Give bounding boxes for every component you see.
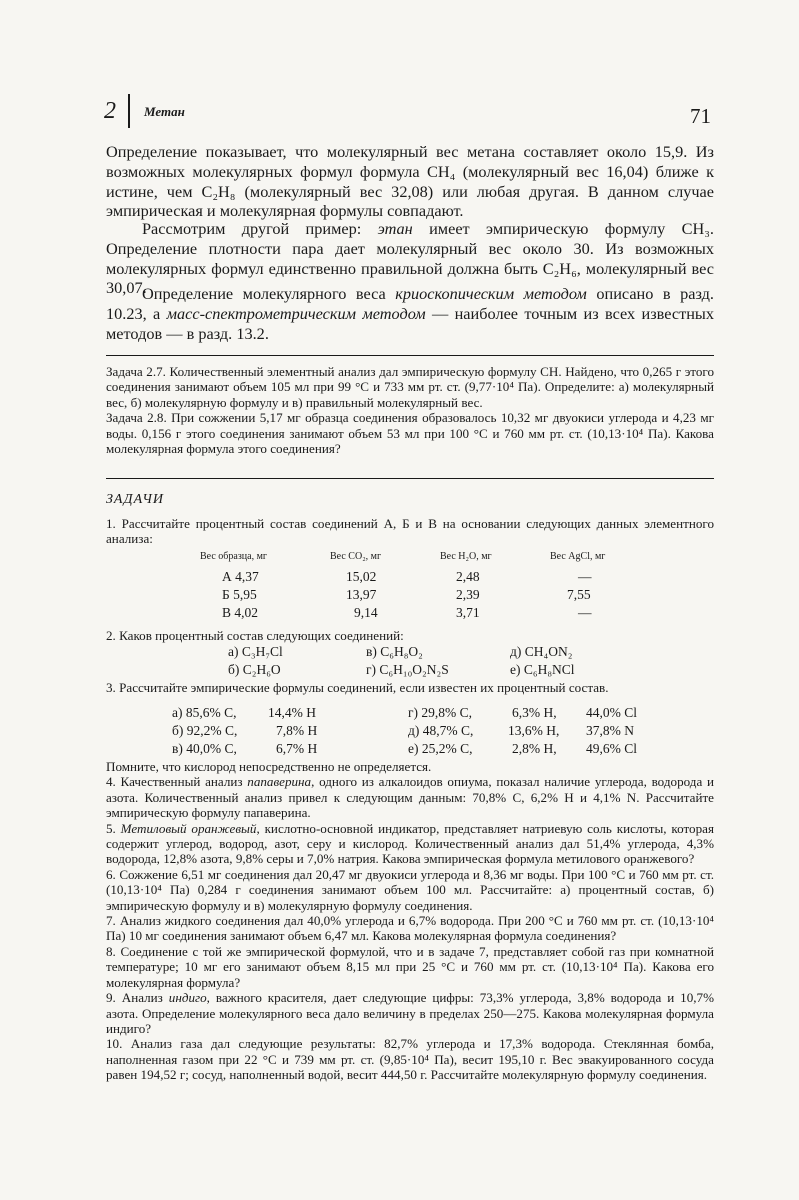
- col-header-co2: Вес CO₂, мг: [330, 551, 382, 562]
- table-cell: А 4,37: [222, 569, 259, 584]
- header-divider: [128, 94, 130, 128]
- table-cell: 2,39: [456, 587, 480, 602]
- tasks-4-to-10: [106, 759, 714, 1083]
- task-9: 9. Анализ индиго, важного красителя, дает следующие цифры: 73,3% углерода, 3,8% водорода и 10,7% азота. Определение молекулярного веса дало величину в пределах 250—275. Какова молекулярная формула индиго?: [106, 990, 714, 1036]
- composition-cell: е) 25,2% C,: [408, 741, 473, 756]
- task-3-note: Помните, что кислород непосредственно не определяется.: [106, 759, 432, 774]
- composition-cell: б) 92,2% C,: [172, 723, 238, 738]
- problem-2-8: Задача 2.8. При сожжении 5,17 мг образца соединения образовалось 10,32 мг двуокиси углерода и 4,23 мг воды. 0,156 г этого соединения занимают объем 53 мл при 100 °C и 760 мм рт. ст. (10,13·10⁴ Па). Какова молекулярная формула этого соединения?: [106, 410, 714, 457]
- composition-cell: 49,6% Cl: [586, 741, 638, 756]
- table-cell: —: [578, 605, 592, 620]
- task-2-text: 2. Каков процентный состав следующих соединений:: [106, 628, 404, 643]
- task-1-text: 1. Рассчитайте процентный состав соединений А, Б и В на основании следующих данных элементного анализа:: [106, 516, 714, 547]
- task-8: 8. Соединение с той же эмпирической формулой, что и в задаче 7, представляет собой газ при комнатной температуре; 10 мг его занимают объем 8,15 мл при 25 °C и 760 мм рт. ст. (10,13·10⁴ Па). Какова его молекулярная формула?: [106, 943, 714, 990]
- task-3-text: 3. Рассчитайте эмпирические формулы соединений, если известен их процентный состав.: [106, 680, 609, 695]
- composition-cell: в) 40,0% C,: [172, 741, 237, 756]
- problem-2-7: Задача 2.7. Количественный элементный анализ дал эмпирическую формулу CH. Найдено, что 0,265 г этого соединения занимают объем 105 мл при 99 °C и 733 мм рт. ст. (9,77·10⁴ Па). Определите: а) молекулярный вес, б) молекулярную формулу и в) правильный молекулярный вес.: [106, 364, 714, 410]
- task-7: 7. Анализ жидкого соединения дал 40,0% углерода и 6,7% водорода. При 200 °C и 760 мм рт. ст. (10,13·10⁴ Па) 10 мг соединения занимают объем 6,47 мл. Какова молекулярная формула соединения?: [106, 913, 714, 944]
- task-3: [106, 680, 714, 695]
- box-top-rule: [106, 355, 714, 356]
- tasks-heading: ЗАДАЧИ: [106, 492, 165, 507]
- task-4: 4. Качественный анализ папаверина, одного из алкалоидов опиума, показал наличие углерода, водорода и азота. Количественный анализ привел к следующим данным: 70,8% C, 6,2% H и 4,1% N. Рассчитайте эмпирическую формулу папаверина.: [106, 774, 714, 821]
- formula-item: г) C₆H₁₀O₂N₂S: [366, 662, 449, 677]
- box-bottom-rule: [106, 478, 714, 479]
- problem-box: [106, 364, 714, 456]
- paragraph-3-mid: описано в разд. 10.23, а: [106, 284, 714, 323]
- page-number: 71: [690, 104, 711, 128]
- paragraph-2-lead: Рассмотрим другой пример:: [142, 219, 378, 238]
- col-header-agcl: Вес AgCl, мг: [550, 551, 606, 562]
- composition-cell: д) 48,7% C,: [408, 723, 474, 738]
- indigo-term: индиго: [168, 990, 207, 1006]
- composition-cell: 6,7% H: [276, 741, 318, 756]
- composition-cell: 2,8% H,: [512, 741, 557, 756]
- running-header: [104, 94, 711, 134]
- paragraph-1-text: Определение показывает, что молекулярный вес метана составляет около 15,9. Из возможных молекулярных формул формула CH₄ (молекулярный вес 16,04) ближе к истине, чем C₂H₈ (молекулярный вес 32,08) или любая другая. В данном случае эмпирическая и молекулярная формулы совпадают.: [106, 142, 714, 221]
- papaverine-term: папаверина: [247, 774, 312, 790]
- task-6: 6. Сожжение 6,51 мг соединения дал 20,47 мг двуокиси углерода и 8,36 мг воды. При 100 °C и 760 мм рт. ст. (10,13·10⁴ Па) 0,284 г соединения занимают объем 100 мл. Рассчитайте: а) процентный состав, б) эмпирическую формулу и в) молекулярную формулу соединения.: [106, 866, 714, 913]
- col-header-sample: Вес образца, мг: [200, 551, 267, 562]
- formula-item: а) C₃H₇Cl: [228, 644, 283, 659]
- chapter-number: 2: [104, 98, 116, 124]
- paragraph-3-rest: — наиболее точным из всех известных методов — в разд. 13.2.: [106, 303, 714, 343]
- table-cell: 7,55: [567, 587, 591, 602]
- paragraph-1: [106, 142, 714, 221]
- formula-item: б) C₂H₆O: [228, 662, 281, 677]
- col-header-h2o: Вес H₂O, мг: [440, 551, 492, 562]
- mass-spectrometric-term: масс-спектрометрическим методом: [166, 303, 426, 323]
- task-5: 5. Метиловый оранжевый, кислотно-основной индикатор, представляет натриевую соль кислоты, которая содержит углерод, водород, азот, серу и кислород. Количественный анализ дал 51,4% углерода, 4,3% водорода, 12,8% азота, 9,8% серы и 7,0% натрия. Какова эмпирическая формула метилового оранжевого?: [106, 820, 714, 867]
- composition-cell: 14,4% H: [268, 705, 316, 720]
- table-cell: В 4,02: [222, 605, 259, 620]
- paragraph-3-lead: Определение молекулярного веса: [142, 284, 396, 303]
- formula-item: в) C₆H₈O₂: [366, 644, 423, 659]
- table-cell: 9,14: [354, 605, 378, 620]
- composition-cell: а) 85,6% C,: [172, 705, 237, 720]
- task-1: [106, 516, 714, 547]
- composition-cell: 37,8% N: [586, 723, 634, 738]
- paragraph-2-rest: имеет эмпирическую формулу CH₃. Определение плотности пара дает молекулярный вес около 30. Из возможных молекулярных формул единственно правильной должна быть C₂H₆, молекулярный вес 30,07.: [106, 219, 715, 298]
- task-10: 10. Анализ газа дал следующие результаты: 82,7% углерода и 17,3% водорода. Стеклянная бомба, наполненная газом при 22 °C и 739 мм рт. ст. (9,85·10⁴ Па), весит 195,10 г. Вес эвакуированного сосуда равен 194,52 г; сосуд, наполненный водой, весит 444,50 г. Рассчитайте молекулярную формулу соединения.: [106, 1036, 714, 1083]
- composition-cell: 13,6% H,: [508, 723, 560, 738]
- methyl-orange-term: Метиловый оранжевый: [120, 820, 257, 836]
- table-cell: Б 5,95: [222, 587, 257, 602]
- table-cell: 13,97: [346, 587, 377, 602]
- table-cell: 3,71: [456, 605, 480, 620]
- formula-item: е) C₆H₈NCl: [510, 662, 575, 677]
- composition-cell: 7,8% H: [276, 723, 318, 738]
- ethane-term: этан: [377, 219, 413, 238]
- composition-cell: 44,0% Cl: [586, 705, 638, 720]
- composition-cell: г) 29,8% C,: [408, 705, 473, 720]
- table-cell: —: [578, 569, 592, 584]
- table-cell: 15,02: [346, 569, 377, 584]
- formula-item: д) CH₄ON₂: [510, 644, 573, 659]
- paragraph-3: [106, 284, 714, 343]
- cryoscopic-method-term: криоскопическим методом: [395, 284, 587, 303]
- composition-cell: 6,3% H,: [512, 705, 557, 720]
- table-cell: 2,48: [456, 569, 480, 584]
- task-2: [106, 628, 714, 643]
- chapter-title: Метан: [144, 104, 185, 119]
